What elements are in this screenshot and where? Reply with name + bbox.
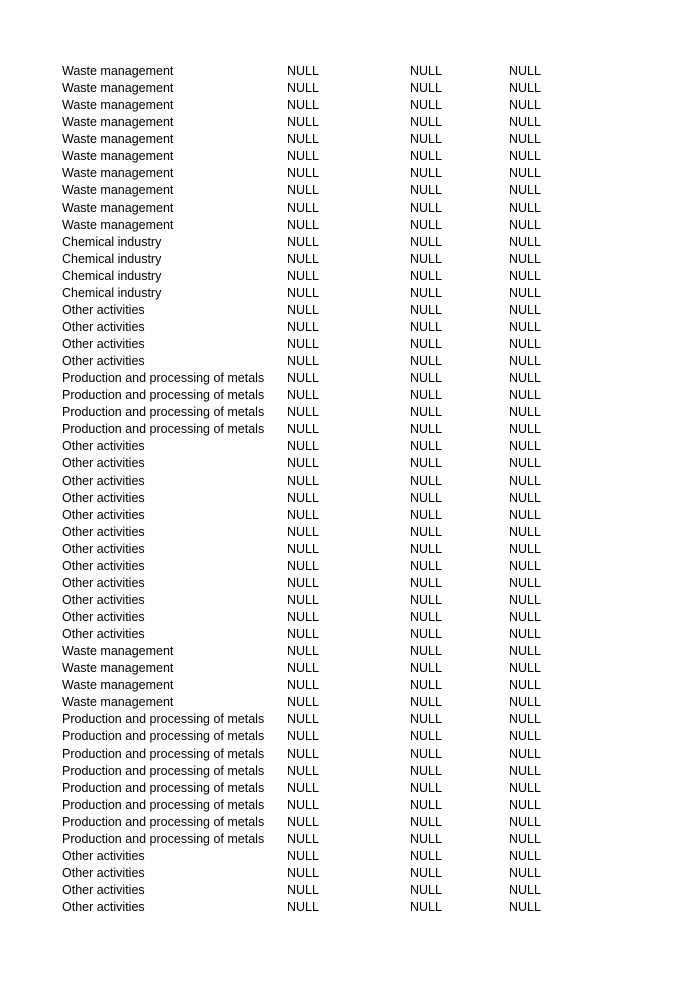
value-cell-2: NULL xyxy=(410,405,442,420)
table-row xyxy=(0,711,700,728)
value-cell-1: NULL xyxy=(287,490,319,505)
value-cell-3: NULL xyxy=(509,200,541,215)
value-cell-1: NULL xyxy=(287,780,319,795)
value-cell-2: NULL xyxy=(410,439,442,454)
table-row xyxy=(0,404,700,421)
value-cell-2: NULL xyxy=(410,558,442,573)
activity-cell: Production and processing of metals xyxy=(62,797,265,812)
value-cell-3: NULL xyxy=(509,592,541,607)
activity-cell: Waste management xyxy=(62,183,174,198)
activity-cell: Production and processing of metals xyxy=(62,814,265,829)
value-cell-2: NULL xyxy=(410,644,442,659)
value-cell-2: NULL xyxy=(410,98,442,113)
value-cell-1: NULL xyxy=(287,695,319,710)
value-cell-2: NULL xyxy=(410,302,442,317)
activity-cell: Production and processing of metals xyxy=(62,780,265,795)
table-row xyxy=(0,302,700,319)
table-row xyxy=(0,268,700,285)
value-cell-2: NULL xyxy=(410,251,442,266)
value-cell-1: NULL xyxy=(287,132,319,147)
value-cell-3: NULL xyxy=(509,695,541,710)
value-cell-2: NULL xyxy=(410,149,442,164)
value-cell-3: NULL xyxy=(509,251,541,266)
table-row xyxy=(0,643,700,660)
value-cell-3: NULL xyxy=(509,302,541,317)
value-cell-1: NULL xyxy=(287,166,319,181)
value-cell-3: NULL xyxy=(509,268,541,283)
value-cell-1: NULL xyxy=(287,422,319,437)
value-cell-1: NULL xyxy=(287,644,319,659)
activity-cell: Production and processing of metals xyxy=(62,405,265,420)
activity-cell: Other activities xyxy=(62,558,145,573)
activity-cell: Other activities xyxy=(62,627,145,642)
value-cell-2: NULL xyxy=(410,712,442,727)
table-row xyxy=(0,80,700,97)
value-cell-3: NULL xyxy=(509,558,541,573)
activity-cell: Chemical industry xyxy=(62,251,162,266)
table-row xyxy=(0,200,700,217)
activity-cell: Other activities xyxy=(62,575,145,590)
value-cell-2: NULL xyxy=(410,371,442,386)
activity-cell: Waste management xyxy=(62,149,174,164)
value-cell-2: NULL xyxy=(410,814,442,829)
value-cell-1: NULL xyxy=(287,200,319,215)
value-cell-2: NULL xyxy=(410,780,442,795)
value-cell-1: NULL xyxy=(287,712,319,727)
activity-cell: Waste management xyxy=(62,200,174,215)
table-row xyxy=(0,677,700,694)
value-cell-1: NULL xyxy=(287,251,319,266)
activity-cell: Waste management xyxy=(62,678,174,693)
activity-cell: Other activities xyxy=(62,507,145,522)
value-cell-3: NULL xyxy=(509,490,541,505)
activity-cell: Production and processing of metals xyxy=(62,422,265,437)
table-row xyxy=(0,63,700,80)
value-cell-1: NULL xyxy=(287,405,319,420)
value-cell-2: NULL xyxy=(410,678,442,693)
activity-cell: Production and processing of metals xyxy=(62,763,265,778)
value-cell-1: NULL xyxy=(287,81,319,96)
value-cell-2: NULL xyxy=(410,627,442,642)
value-cell-1: NULL xyxy=(287,439,319,454)
activity-cell: Waste management xyxy=(62,115,174,130)
value-cell-3: NULL xyxy=(509,541,541,556)
table-row xyxy=(0,882,700,899)
value-cell-2: NULL xyxy=(410,695,442,710)
activity-cell: Other activities xyxy=(62,524,145,539)
table-row xyxy=(0,558,700,575)
value-cell-1: NULL xyxy=(287,319,319,334)
activity-cell: Waste management xyxy=(62,64,174,78)
table-row xyxy=(0,541,700,558)
table-row xyxy=(0,797,700,814)
table-row xyxy=(0,746,700,763)
value-cell-2: NULL xyxy=(410,592,442,607)
table-row xyxy=(0,831,700,848)
value-cell-2: NULL xyxy=(410,831,442,846)
value-cell-3: NULL xyxy=(509,729,541,744)
value-cell-3: NULL xyxy=(509,234,541,249)
value-cell-3: NULL xyxy=(509,865,541,880)
activity-cell: Production and processing of metals xyxy=(62,371,265,386)
value-cell-1: NULL xyxy=(287,661,319,676)
value-cell-1: NULL xyxy=(287,524,319,539)
table-row xyxy=(0,592,700,609)
value-cell-3: NULL xyxy=(509,337,541,351)
table-row xyxy=(0,660,700,677)
table-row xyxy=(0,131,700,148)
table-row xyxy=(0,609,700,626)
value-cell-2: NULL xyxy=(410,234,442,249)
activity-cell: Production and processing of metals xyxy=(62,746,265,761)
value-cell-1: NULL xyxy=(287,678,319,693)
value-cell-1: NULL xyxy=(287,115,319,130)
table-row xyxy=(0,473,700,490)
value-cell-3: NULL xyxy=(509,900,541,915)
activity-cell: Chemical industry xyxy=(62,285,162,300)
activity-cell: Waste management xyxy=(62,644,174,659)
value-cell-1: NULL xyxy=(287,234,319,249)
value-cell-1: NULL xyxy=(287,473,319,488)
value-cell-2: NULL xyxy=(410,729,442,744)
value-cell-2: NULL xyxy=(410,217,442,232)
table-row xyxy=(0,217,700,234)
value-cell-1: NULL xyxy=(287,64,319,78)
activity-cell: Other activities xyxy=(62,541,145,556)
activity-cell: Production and processing of metals xyxy=(62,729,265,744)
value-cell-1: NULL xyxy=(287,831,319,846)
table-row xyxy=(0,148,700,165)
value-cell-3: NULL xyxy=(509,354,541,369)
value-cell-1: NULL xyxy=(287,371,319,386)
activity-cell: Production and processing of metals xyxy=(62,712,265,727)
table-row xyxy=(0,575,700,592)
value-cell-3: NULL xyxy=(509,661,541,676)
value-cell-2: NULL xyxy=(410,524,442,539)
activity-cell: Waste management xyxy=(62,661,174,676)
value-cell-2: NULL xyxy=(410,422,442,437)
value-cell-1: NULL xyxy=(287,217,319,232)
activity-cell: Chemical industry xyxy=(62,234,162,249)
value-cell-2: NULL xyxy=(410,763,442,778)
value-cell-2: NULL xyxy=(410,388,442,403)
value-cell-3: NULL xyxy=(509,644,541,659)
value-cell-3: NULL xyxy=(509,575,541,590)
value-cell-2: NULL xyxy=(410,900,442,915)
value-cell-2: NULL xyxy=(410,337,442,351)
value-cell-1: NULL xyxy=(287,558,319,573)
activity-cell: Other activities xyxy=(62,337,145,351)
value-cell-2: NULL xyxy=(410,490,442,505)
value-cell-3: NULL xyxy=(509,64,541,78)
value-cell-2: NULL xyxy=(410,797,442,812)
activity-cell: Chemical industry xyxy=(62,268,162,283)
table-row xyxy=(0,455,700,472)
value-cell-1: NULL xyxy=(287,865,319,880)
activity-cell: Other activities xyxy=(62,456,145,471)
table-row xyxy=(0,694,700,711)
value-cell-3: NULL xyxy=(509,371,541,386)
table-row xyxy=(0,251,700,268)
table-row xyxy=(0,285,700,302)
value-cell-1: NULL xyxy=(287,848,319,863)
value-cell-2: NULL xyxy=(410,865,442,880)
activity-cell: Waste management xyxy=(62,217,174,232)
table-row xyxy=(0,763,700,780)
table-row xyxy=(0,728,700,745)
activity-cell: Other activities xyxy=(62,883,145,897)
value-cell-3: NULL xyxy=(509,627,541,642)
activity-cell: Waste management xyxy=(62,132,174,147)
value-cell-1: NULL xyxy=(287,388,319,403)
table-row xyxy=(0,165,700,182)
table-row xyxy=(0,780,700,797)
table-row xyxy=(0,336,700,353)
activity-cell: Waste management xyxy=(62,695,174,710)
value-cell-3: NULL xyxy=(509,422,541,437)
activity-cell: Other activities xyxy=(62,490,145,505)
table-row xyxy=(0,438,700,455)
value-cell-2: NULL xyxy=(410,319,442,334)
value-cell-3: NULL xyxy=(509,831,541,846)
table-row xyxy=(0,899,700,916)
value-cell-1: NULL xyxy=(287,575,319,590)
activity-cell: Other activities xyxy=(62,302,145,317)
table-row xyxy=(0,626,700,643)
value-cell-2: NULL xyxy=(410,610,442,624)
activity-cell: Other activities xyxy=(62,900,145,915)
value-cell-3: NULL xyxy=(509,81,541,96)
value-cell-1: NULL xyxy=(287,337,319,351)
value-cell-1: NULL xyxy=(287,183,319,198)
value-cell-2: NULL xyxy=(410,456,442,471)
value-cell-2: NULL xyxy=(410,200,442,215)
value-cell-3: NULL xyxy=(509,814,541,829)
value-cell-1: NULL xyxy=(287,98,319,113)
value-cell-3: NULL xyxy=(509,149,541,164)
table-row xyxy=(0,387,700,404)
table-row xyxy=(0,114,700,131)
table-row xyxy=(0,507,700,524)
table-row xyxy=(0,97,700,114)
value-cell-2: NULL xyxy=(410,115,442,130)
value-cell-1: NULL xyxy=(287,268,319,283)
value-cell-3: NULL xyxy=(509,848,541,863)
value-cell-2: NULL xyxy=(410,183,442,198)
value-cell-2: NULL xyxy=(410,661,442,676)
value-cell-2: NULL xyxy=(410,81,442,96)
value-cell-3: NULL xyxy=(509,285,541,300)
table-row xyxy=(0,182,700,199)
value-cell-2: NULL xyxy=(410,507,442,522)
value-cell-2: NULL xyxy=(410,848,442,863)
value-cell-2: NULL xyxy=(410,166,442,181)
value-cell-1: NULL xyxy=(287,763,319,778)
value-cell-1: NULL xyxy=(287,610,319,624)
value-cell-1: NULL xyxy=(287,592,319,607)
value-cell-1: NULL xyxy=(287,797,319,812)
table-row xyxy=(0,865,700,882)
value-cell-1: NULL xyxy=(287,814,319,829)
activity-cell: Other activities xyxy=(62,592,145,607)
value-cell-2: NULL xyxy=(410,64,442,78)
value-cell-3: NULL xyxy=(509,166,541,181)
activity-cell: Other activities xyxy=(62,610,145,624)
value-cell-3: NULL xyxy=(509,746,541,761)
value-cell-1: NULL xyxy=(287,285,319,300)
activity-cell: Production and processing of metals xyxy=(62,831,265,846)
value-cell-2: NULL xyxy=(410,746,442,761)
value-cell-3: NULL xyxy=(509,763,541,778)
table-row xyxy=(0,234,700,251)
table-row xyxy=(0,490,700,507)
value-cell-3: NULL xyxy=(509,98,541,113)
table-row xyxy=(0,370,700,387)
value-cell-1: NULL xyxy=(287,900,319,915)
value-cell-3: NULL xyxy=(509,610,541,624)
activity-cell: Other activities xyxy=(62,865,145,880)
activity-cell: Waste management xyxy=(62,81,174,96)
value-cell-3: NULL xyxy=(509,507,541,522)
table-row xyxy=(0,421,700,438)
value-cell-1: NULL xyxy=(287,883,319,897)
value-cell-3: NULL xyxy=(509,473,541,488)
value-cell-2: NULL xyxy=(410,354,442,369)
value-cell-1: NULL xyxy=(287,354,319,369)
table-row xyxy=(0,319,700,336)
value-cell-2: NULL xyxy=(410,473,442,488)
value-cell-3: NULL xyxy=(509,678,541,693)
value-cell-1: NULL xyxy=(287,627,319,642)
value-cell-3: NULL xyxy=(509,712,541,727)
table-row xyxy=(0,524,700,541)
value-cell-3: NULL xyxy=(509,217,541,232)
value-cell-2: NULL xyxy=(410,285,442,300)
value-cell-3: NULL xyxy=(509,439,541,454)
value-cell-1: NULL xyxy=(287,746,319,761)
activity-cell: Waste management xyxy=(62,98,174,113)
activity-cell: Waste management xyxy=(62,166,174,181)
table-row xyxy=(0,814,700,831)
value-cell-3: NULL xyxy=(509,388,541,403)
table-row xyxy=(0,848,700,865)
value-cell-3: NULL xyxy=(509,115,541,130)
value-cell-1: NULL xyxy=(287,456,319,471)
value-cell-2: NULL xyxy=(410,883,442,897)
table-row xyxy=(0,353,700,370)
value-cell-2: NULL xyxy=(410,268,442,283)
activity-cell: Other activities xyxy=(62,473,145,488)
value-cell-2: NULL xyxy=(410,541,442,556)
value-cell-3: NULL xyxy=(509,132,541,147)
activity-cell: Other activities xyxy=(62,439,145,454)
value-cell-1: NULL xyxy=(287,149,319,164)
value-cell-1: NULL xyxy=(287,729,319,744)
value-cell-1: NULL xyxy=(287,302,319,317)
value-cell-3: NULL xyxy=(509,797,541,812)
value-cell-3: NULL xyxy=(509,456,541,471)
value-cell-3: NULL xyxy=(509,405,541,420)
activity-cell: Production and processing of metals xyxy=(62,388,265,403)
value-cell-3: NULL xyxy=(509,883,541,897)
value-cell-3: NULL xyxy=(509,780,541,795)
value-cell-3: NULL xyxy=(509,524,541,539)
value-cell-1: NULL xyxy=(287,541,319,556)
activity-cell: Other activities xyxy=(62,848,145,863)
value-cell-1: NULL xyxy=(287,507,319,522)
value-cell-3: NULL xyxy=(509,319,541,334)
activity-cell: Other activities xyxy=(62,319,145,334)
value-cell-2: NULL xyxy=(410,132,442,147)
value-cell-2: NULL xyxy=(410,575,442,590)
value-cell-3: NULL xyxy=(509,183,541,198)
activity-cell: Other activities xyxy=(62,354,145,369)
data-sheet xyxy=(0,63,700,916)
